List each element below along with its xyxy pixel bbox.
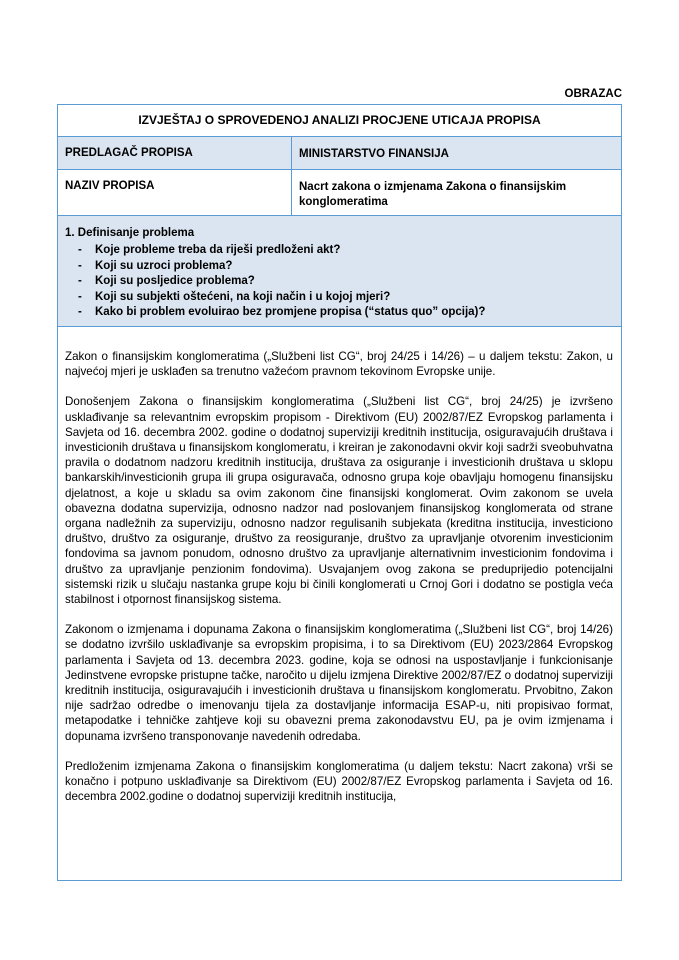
proposer-row <box>58 137 621 170</box>
bullet-dash: - <box>78 275 82 288</box>
bullet-dash: - <box>78 306 82 319</box>
problem-definition-section <box>58 216 621 327</box>
list-item <box>78 243 485 259</box>
report-title: IZVJEŠTAJ O SPROVEDENOJ ANALIZI PROCJENE UTICAJA PROPISA <box>58 105 621 137</box>
report-frame <box>57 104 622 881</box>
bullet-dash: - <box>78 259 82 272</box>
list-item <box>78 305 485 321</box>
bullet-dash: - <box>78 244 82 256</box>
question-list <box>78 243 485 321</box>
list-item <box>78 259 485 275</box>
paragraph: Predloženim izmjenama Zakona o finansijskim konglomeratima (u daljem tekstu: Nacrt zakona) vrši se konačno i potpuno usklađivanje sa Direktivom (EU) 2002/87/EZ Evropskog parlamenta i Savjeta od 16. decembra 2002.godine o dodatnoj superviziji kreditnih institucija, <box>65 759 613 804</box>
question-text: Koji su uzroci problema? <box>95 259 233 272</box>
question-text: Koji su subjekti oštećeni, na koji način i u kojoj mjeri? <box>95 290 391 303</box>
list-item <box>78 274 485 290</box>
body-text <box>65 349 613 819</box>
question-text: Koji su posljedice problema? <box>95 275 255 288</box>
proposer-label: PREDLAGAČ PROPISA <box>58 137 292 169</box>
list-item <box>78 290 485 306</box>
question-text: Koje probleme treba da riješi predloženi akt? <box>95 244 341 256</box>
paragraph: Donošenjem Zakona o finansijskim konglomeratima („Službeni list CG“, broj 24/25) je izvršeno usklađivanje sa relevantnim evropskim propisom - Direktivom (EU) 2002/87/EZ Evropskog parlamenta i Savjeta od 16. decembra 2002. godine o dodatnoj superviziji kreditnih institucija, osiguravajućih društava i investicionih društava u finansijskom konglomeratu, i kreiran je zakonodavni okvir koji sadrži sveobuhvatna pravila o dodatnom nadzoru kreditnih institucija, društava za osiguranje i investicionih društava u sklopu bankarskih/investicionih grupa ili grupa osiguravača, odnosno grupa koje obavljaju homogenu finansijsku djelatnost, a koje u skladu sa ovim zakonom čine finansijski konglomerat. Ovim zakonom se uvela obavezna dodatna supervizija, odnosno nadzor nad poslovanjem finansijskog konglomerata od strane organa nadležnih za superviziju, odnosno nadzor regulisanih subjekata (kreditna institucija, investiciono društvo, društvo za osiguranje, društvo za reosiguranje, društvo za upravljanje otvorenim investicionim fondovima sa javnom ponudom, odnosno društvo za upravljanje alternativnim investicionim fondovima i društvo za upravljanje penzionim fondovima). Usvajanjem ovog zakona se preduprijedio potencijalni sistemski rizik u slučaju nastanka grupe koju bi činili konglomerati u Crnoj Gori i dodatno se postigla veća stabilnost i otpornost finansijskog sistema. <box>65 395 613 607</box>
proposer-value: MINISTARSTVO FINANSIJA <box>299 148 449 160</box>
form-label: OBRAZAC <box>564 88 622 100</box>
paragraph: Zakon o finansijskim konglomeratima („Službeni list CG“, broj 24/25 i 14/26) – u daljem tekstu: Zakon, u najvećoj mjeri je usklađen sa trenutno važećom pravnom tekovinom Evropske unije. <box>65 350 613 379</box>
regulation-name-row <box>58 170 621 216</box>
regulation-name-value: Nacrt zakona o izmjenama Zakona o finansijskim konglomeratima <box>299 181 567 208</box>
question-text: Kako bi problem evoluirao bez promjene propisa (“status quo” opcija)? <box>95 306 486 319</box>
section-heading: 1. Definisanje problema <box>65 227 195 239</box>
paragraph: Zakonom o izmjenama i dopunama Zakona o finansijskim konglomeratima („Službeni list CG“, broj 14/26) se dodatno izvršilo usklađivanje sa evropskim propisima, i to sa Direktivom (EU) 2023/2864 Evropskog parlamenta i Savjeta od 13. decembra 2023. godine, koja se odnosi na uspostavljanje i funkcionisanje Jedinstvene evropske pristupne tačke, naročito u dijelu izmjena Direktive 2002/87/EZ o dodatnoj superviziji kreditnih institucija, osiguravajućih i investicionih društava u finansijskom konglomeratu. Prvobitno, Zakon nije sadržao odredbe o imenovanju tijela za dostavljanje informacija ESAP-u, niti propisivao format, metapodatke i tehničke zahtjeve koji su obavezni prema zakonodavstvu EU, pa je ovim izmjenama i dopunama izvršeno transponovanje navedenih odredaba. <box>65 623 613 743</box>
regulation-name-label: NAZIV PROPISA <box>58 170 292 215</box>
bullet-dash: - <box>78 290 82 303</box>
